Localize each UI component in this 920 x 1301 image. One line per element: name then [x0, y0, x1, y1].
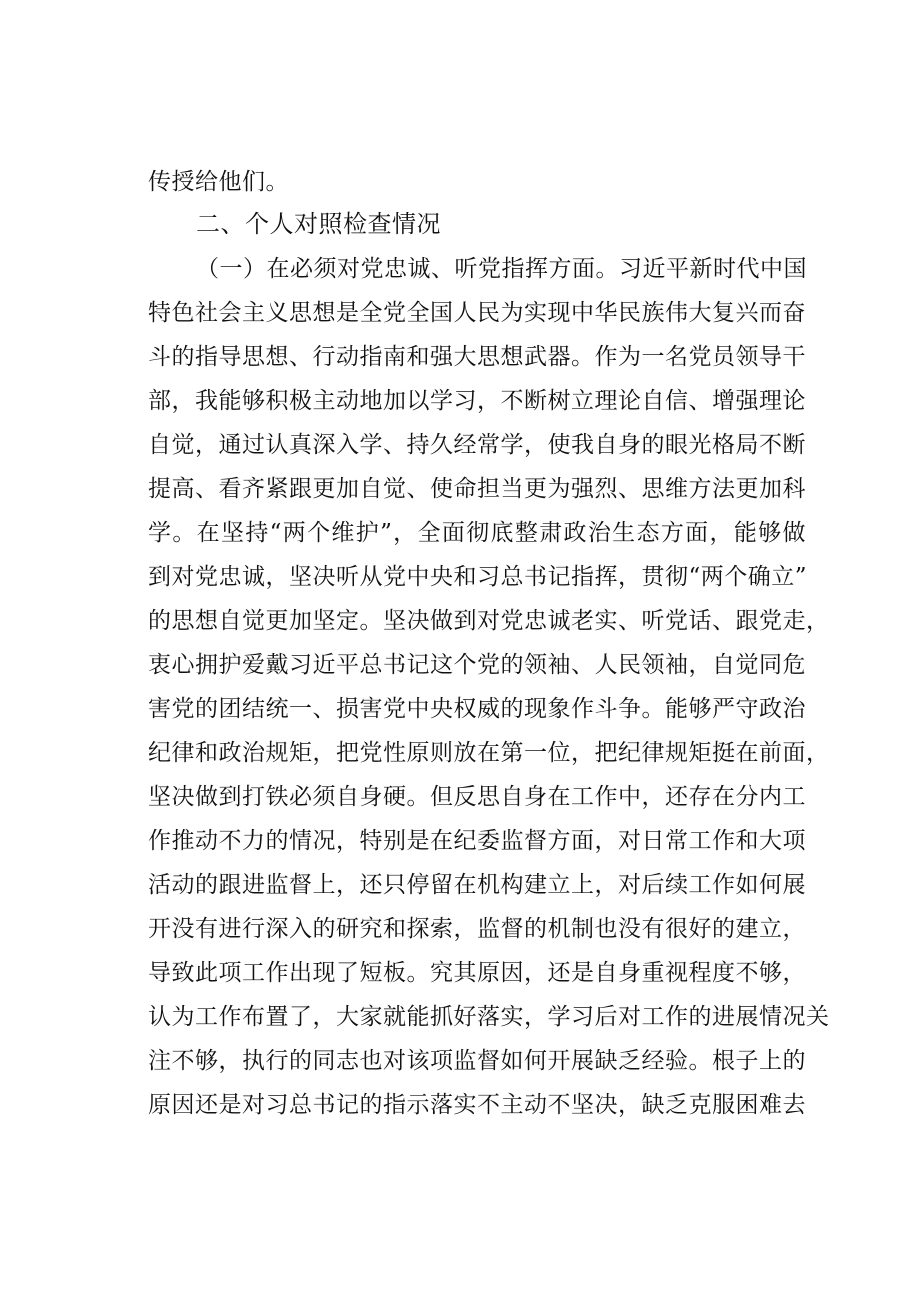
paragraph-line: 部，我能够积极主动地加以学习，不断树立理论自信、增强理论	[148, 388, 806, 414]
paragraph-line: 的思想自觉更加坚定。坚决做到对党忠诚老实、听党话、跟党走，	[148, 608, 830, 634]
paragraph-line: 导致此项工作出现了短板。究其原因，还是自身重视程度不够，	[148, 960, 806, 986]
paragraph-line: 特色社会主义思想是全党全国人民为实现中华民族伟大复兴而奋	[148, 300, 806, 326]
paragraph-line: 害党的团结统一、损害党中央权威的现象作斗争。能够严守政治	[148, 696, 806, 722]
paragraph-line: 提高、看齐紧跟更加自觉、使命担当更为强烈、思维方法更加科	[148, 476, 806, 502]
paragraph-line: 坚决做到打铁必须自身硬。但反思自身在工作中，还存在分内工	[148, 784, 806, 810]
paragraph-line: 到对党忠诚，坚决听从党中央和习总书记指挥，贯彻“两个确立”	[148, 564, 808, 590]
paragraph-line: 认为工作布置了，大家就能抓好落实，学习后对工作的进展情况关	[148, 1004, 830, 1030]
paragraph-line: 衷心拥护爱戴习近平总书记这个党的领袖、人民领袖，自觉同危	[148, 652, 806, 678]
paragraph-line: 纪律和政治规矩，把党性原则放在第一位，把纪律规矩挺在前面，	[148, 740, 830, 766]
paragraph-line: 学。在坚持“两个维护”，全面彻底整肃政治生态方面，能够做	[148, 520, 806, 546]
paragraph-line: 注不够，执行的同志也对该项监督如何开展缺乏经验。根子上的	[148, 1048, 806, 1074]
paragraph-line: 自觉，通过认真深入学、持久经常学，使我自身的眼光格局不断	[148, 432, 806, 458]
paragraph-line: 开没有进行深入的研究和探索，监督的机制也没有很好的建立，	[148, 916, 806, 942]
section-heading: 二、个人对照检查情况	[196, 210, 441, 238]
paragraph-line: 作推动不力的情况，特别是在纪委监督方面，对日常工作和大项	[148, 828, 806, 854]
paragraph-line: 活动的跟进监督上，还只停留在机构建立上，对后续工作如何展	[148, 872, 806, 898]
paragraph-line: （一）在必须对党忠诚、听党指挥方面。习近平新时代中国	[196, 256, 807, 282]
paragraph-line: 原因还是对习总书记的指示落实不主动不坚决，缺乏克服困难去	[148, 1092, 806, 1118]
paragraph-line: 斗的指导思想、行动指南和强大思想武器。作为一名党员领导干	[148, 344, 806, 370]
top-text-line: 传授给他们。	[148, 169, 289, 195]
